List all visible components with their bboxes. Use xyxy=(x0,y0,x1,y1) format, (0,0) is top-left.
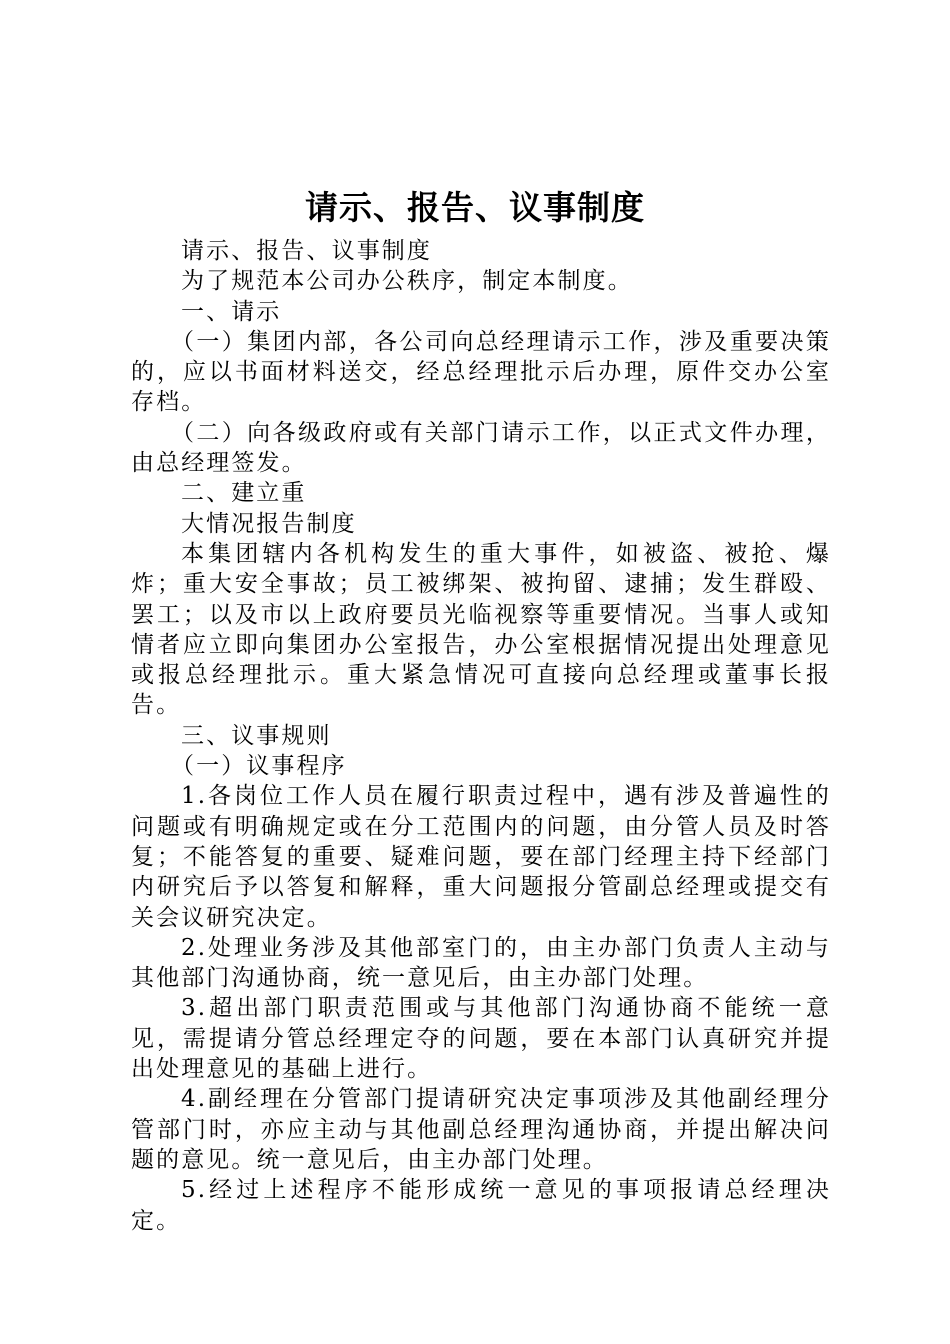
paragraph: 为了规范本公司办公秩序，制定本制度。 xyxy=(181,268,633,295)
section-heading: 一、请示 xyxy=(181,298,282,325)
document-body xyxy=(131,236,831,1236)
paragraph: 本集团辖内各机构发生的重大事件，如被盗、被抢、爆炸；重大安全事故；员工被绑架、被拘留、逮捕；发生群殴、罢工；以及市以上政府要员光临视察等重要情况。当事人或知情者应立即向集团办公室报告，办公室根据情况提出处理意见或报总经理批示。重大紧急情况可直接向总经理或董事长报告。 xyxy=(131,540,831,719)
paragraph: 1.各岗位工作人员在履行职责过程中，遇有涉及普遍性的问题或有明确规定或在分工范围内的问题，由分管人员及时答复；不能答复的重要、疑难问题，要在部门经理主持下经部门内研究后予以答复和解释，重大问题报分管副总经理或提交有关会议研究决定。 xyxy=(131,783,831,931)
paragraph: 5.经过上述程序不能形成统一意见的事项报请总经理决定。 xyxy=(131,1177,831,1234)
paragraph: 请示、报告、议事制度 xyxy=(181,238,432,264)
document-title: 请示、报告、议事制度 xyxy=(305,188,645,227)
paragraph: 大情况报告制度 xyxy=(181,510,357,537)
paragraph: 3.超出部门职责范围或与其他部门沟通协商不能统一意见，需提请分管总经理定夺的问题，要在本部门认真研究并提出处理意见的基础上进行。 xyxy=(131,995,831,1083)
paragraph: 4.副经理在分管部门提请研究决定事项涉及其他副经理分管部门时，亦应主动与其他副总经理沟通协商，并提出解决问题的意见。统一意见后，由主办部门处理。 xyxy=(131,1086,831,1173)
section-heading: 二、建立重 xyxy=(181,480,307,507)
section-heading: 三、议事规则 xyxy=(181,722,332,749)
paragraph: （二）向各级政府或有关部门请示工作，以正式文件办理，由总经理签发。 xyxy=(131,419,831,477)
paragraph: （一）集团内部，各公司向总经理请示工作，涉及重要决策的，应以书面材料送交，经总经理批示后办理，原件交办公室存档。 xyxy=(131,328,831,416)
paragraph: 2.处理业务涉及其他部室门的，由主办部门负责人主动与其他部门沟通协商，统一意见后，由主办部门处理。 xyxy=(131,934,831,992)
subsection-heading: （一）议事程序 xyxy=(171,753,347,780)
